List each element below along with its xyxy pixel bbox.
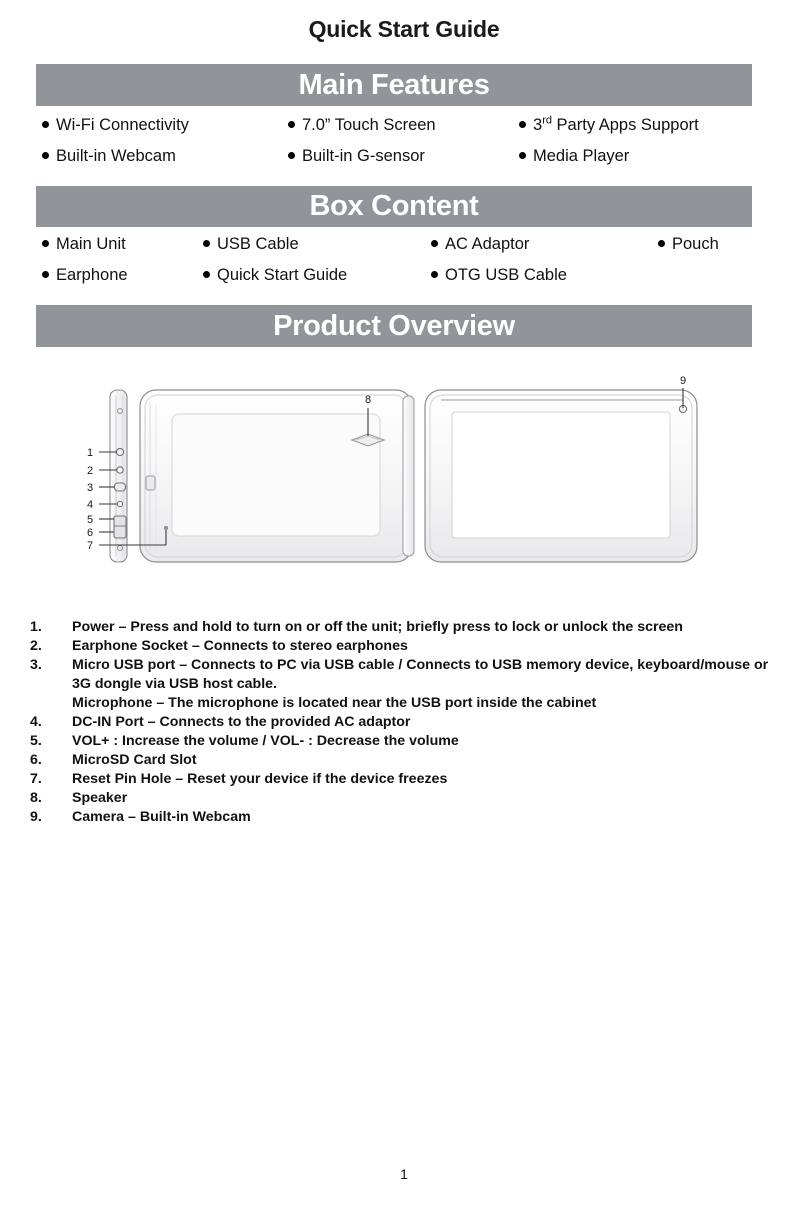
list-item: [30, 808, 790, 827]
list-item-text: VOL+ : Increase the volume / VOL- : Decrease the volume: [72, 733, 459, 749]
bullet-dot-icon: [431, 240, 438, 247]
list-item-label: OTG USB Cable: [445, 266, 567, 284]
list-item-label: Quick Start Guide: [217, 266, 348, 284]
list-item-number: 9.: [30, 809, 42, 825]
list-item-number: 6.: [30, 752, 42, 768]
list-item-number: 7.: [30, 771, 42, 787]
main-features-list: [36, 114, 776, 176]
list-item-label: Earphone: [56, 266, 128, 284]
bullet-dot-icon: [519, 121, 526, 128]
bullet-dot-icon: [288, 152, 295, 159]
list-item-text: Power – Press and hold to turn on or off the unit; briefly press to lock or unlock the screen: [72, 619, 683, 635]
bullet-dot-icon: [203, 271, 210, 278]
box-content-list: [36, 233, 776, 295]
tablet-side-view: [110, 390, 127, 562]
list-item-label: USB Cable: [217, 235, 299, 253]
list-item-number: 4.: [30, 714, 42, 730]
list-item-superscript: rd: [542, 114, 552, 127]
list-item: [42, 114, 189, 136]
list-item-label: Wi-Fi Connectivity: [56, 116, 189, 134]
list-item: [30, 618, 790, 637]
bullet-dot-icon: [658, 240, 665, 247]
callout-number-1: 1: [86, 447, 94, 459]
tablet-front-view: [140, 390, 412, 562]
bullet-dot-icon: [203, 240, 210, 247]
bullet-dot-icon: [519, 152, 526, 159]
list-item: [203, 264, 347, 286]
list-item-text: Reset Pin Hole – Reset your device if the device freezes: [72, 771, 448, 787]
list-item-label: Media Player: [533, 147, 630, 165]
list-item: [658, 233, 719, 255]
list-item: [30, 656, 790, 694]
tablet-back-view: [403, 390, 697, 562]
list-item: [30, 732, 790, 751]
list-item-number: 5.: [30, 733, 42, 749]
callout-number-7: 7: [86, 540, 94, 552]
callout-number-5: 5: [86, 514, 94, 526]
section-heading-main-features: Main Features: [36, 64, 752, 106]
list-item-text: Micro USB port – Connects to PC via USB cable / Connects to USB memory device, keyboard/mouse or 3G dongle via USB host cable.: [72, 657, 769, 692]
bullet-dot-icon: [42, 152, 49, 159]
list-item-label: Built-in G-sensor: [302, 147, 425, 165]
list-item: [30, 789, 790, 808]
bullet-dot-icon: [42, 240, 49, 247]
list-item-label: Pouch: [672, 235, 719, 253]
list-item-text: DC-IN Port – Connects to the provided AC adaptor: [72, 714, 411, 730]
list-item: [431, 233, 529, 255]
product-overview-diagram: [0, 360, 808, 600]
bullet-dot-icon: [288, 121, 295, 128]
section-heading-product-overview: Product Overview: [36, 305, 752, 347]
list-item: [288, 145, 425, 167]
callout-number-8: 8: [364, 394, 372, 406]
bullet-dot-icon: [42, 121, 49, 128]
bullet-dot-icon: [431, 271, 438, 278]
bullet-row: [36, 233, 776, 264]
bullet-row: [36, 114, 776, 145]
list-item-label-tail: Party Apps Support: [551, 116, 699, 134]
callout-number-9: 9: [679, 375, 687, 387]
list-item-text: Earphone Socket – Connects to stereo earphones: [72, 638, 408, 654]
list-item: [42, 264, 128, 286]
list-item-subtext: Microphone – The microphone is located near the USB port inside the cabinet: [72, 695, 597, 711]
list-item-number: 2.: [30, 638, 42, 654]
list-item-number: 3.: [30, 657, 42, 673]
list-item-number: 1.: [30, 619, 42, 635]
callout-number-6: 6: [86, 527, 94, 539]
list-item-text: MicroSD Card Slot: [72, 752, 197, 768]
list-item-label: 3: [533, 116, 543, 134]
callout-number-3: 3: [86, 482, 94, 494]
bullet-row: [36, 145, 776, 176]
list-item-label: Main Unit: [56, 235, 126, 253]
list-item: [288, 114, 436, 136]
callout-number-2: 2: [86, 465, 94, 477]
section-heading-box-content: Box Content: [36, 186, 752, 227]
bullet-row: [36, 264, 776, 295]
list-item-number: 8.: [30, 790, 42, 806]
list-item-label: 7.0” Touch Screen: [302, 116, 436, 134]
page-number: 1: [400, 1166, 408, 1182]
list-item-text: Camera – Built-in Webcam: [72, 809, 251, 825]
list-item-label: Built-in Webcam: [56, 147, 176, 165]
list-item: [519, 145, 629, 167]
list-item: [431, 264, 567, 286]
list-item: [30, 637, 790, 656]
page-title: Quick Start Guide: [308, 16, 500, 42]
list-item: [30, 713, 790, 732]
list-item: [30, 770, 790, 789]
list-item: [203, 233, 299, 255]
list-item: [30, 751, 790, 770]
feature-description-list: [30, 618, 790, 827]
list-item: [42, 145, 176, 167]
callout-number-4: 4: [86, 499, 94, 511]
list-item-text: Speaker: [72, 790, 128, 806]
list-item-label: AC Adaptor: [445, 235, 530, 253]
list-item: [42, 233, 126, 255]
bullet-dot-icon: [42, 271, 49, 278]
list-item: [519, 114, 699, 136]
